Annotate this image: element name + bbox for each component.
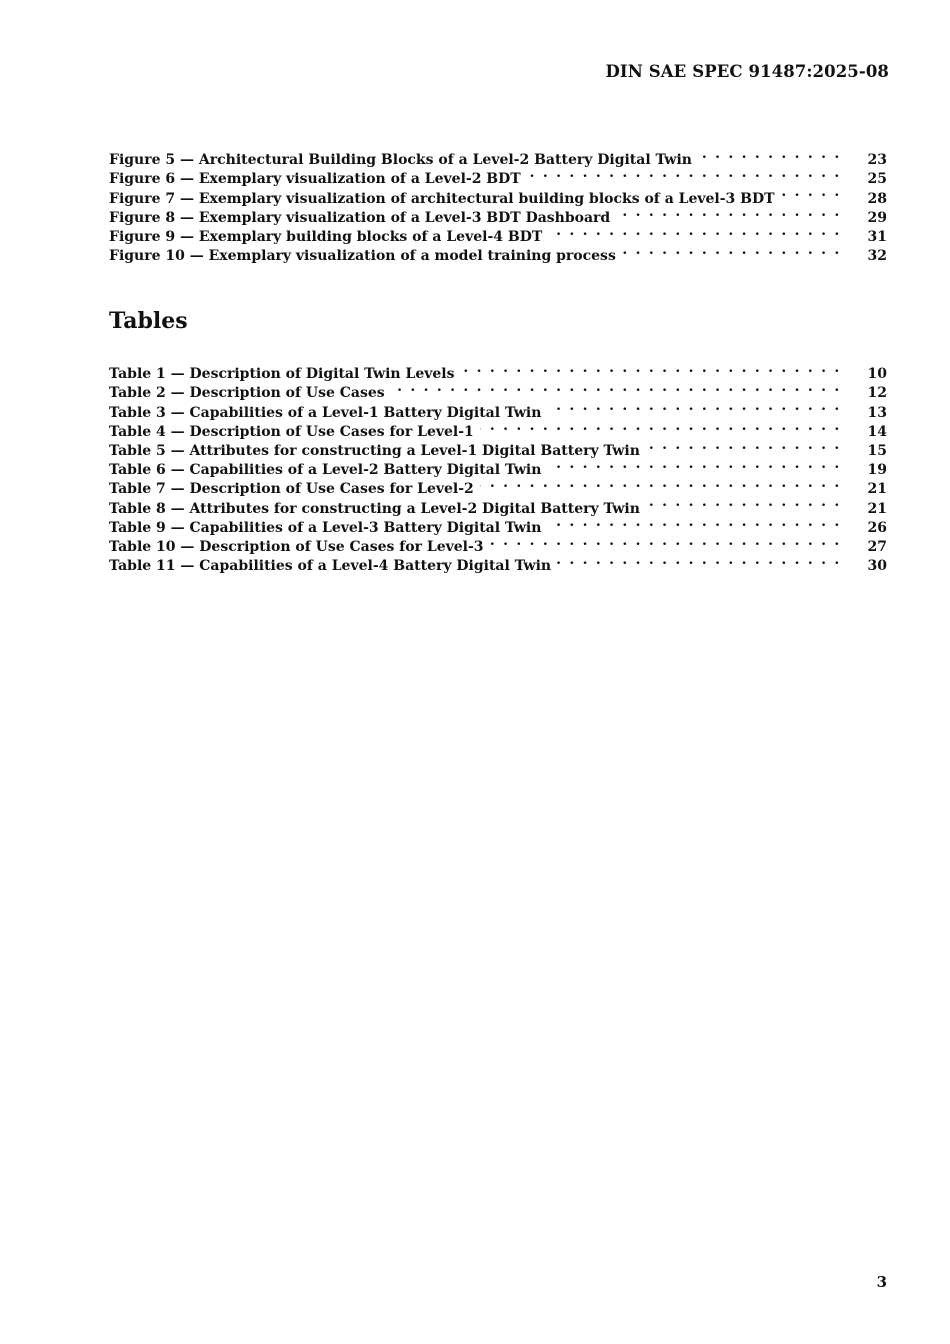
- toc-entry-label: Table 11 — Capabilities of a Level-4 Battery Digital Twin: [109, 558, 552, 575]
- toc-entry-page: 32: [867, 248, 887, 265]
- toc-entry-label: Table 5 — Attributes for constructing a Level-1 Digital Battery Twin: [109, 442, 640, 459]
- tables-section-heading: Tables: [109, 308, 188, 334]
- toc-entry-page: 10: [867, 366, 887, 383]
- toc-entry-page: 28: [867, 190, 887, 207]
- toc-entry-page: 27: [867, 538, 887, 555]
- toc-entry-table-1[interactable]: [109, 359, 887, 383]
- dot-leader: [490, 532, 841, 551]
- dot-leader: [547, 455, 841, 474]
- toc-entry-label: Table 8 — Attributes for constructing a Level-2 Digital Battery Twin: [109, 500, 640, 517]
- toc-entry-label: Figure 10 — Exemplary visualization of a model training process: [109, 248, 616, 265]
- toc-entry-page: 30: [867, 558, 887, 575]
- toc-entry-page: 23: [867, 152, 887, 169]
- toc-entry-label: Table 6 — Capabilities of a Level-2 Battery Digital Twin: [109, 462, 542, 479]
- dot-leader: [480, 474, 841, 493]
- toc-entry-label: Figure 8 — Exemplary visualization of a Level-3 BDT Dashboard: [109, 209, 611, 226]
- dot-leader: [547, 513, 841, 532]
- toc-entry-label: Figure 9 — Exemplary building blocks of a Level-4 BDT: [109, 228, 543, 245]
- dot-leader: [622, 241, 841, 260]
- toc-entry-label: Table 10 — Description of Use Cases for Level-3: [109, 538, 484, 555]
- toc-entry-label: Table 4 — Description of Use Cases for Level-1: [109, 423, 474, 440]
- toc-entry-page: 15: [867, 442, 887, 459]
- dot-leader: [548, 222, 841, 241]
- toc-entry-page: 19: [867, 462, 887, 479]
- dot-leader: [480, 417, 841, 436]
- list-of-tables: [109, 359, 887, 575]
- toc-entry-page: 12: [867, 385, 887, 402]
- toc-entry-label: Table 3 — Capabilities of a Level-1 Battery Digital Twin: [109, 404, 542, 421]
- toc-entry-page: 29: [867, 209, 887, 226]
- toc-entry-page: 14: [867, 423, 887, 440]
- dot-leader: [646, 436, 841, 455]
- toc-entry-label: Table 7 — Description of Use Cases for Level-2: [109, 481, 474, 498]
- toc-entry-page: 31: [867, 228, 887, 245]
- toc-entry-page: 21: [867, 500, 887, 517]
- dot-leader: [527, 164, 841, 183]
- dot-leader: [698, 145, 841, 164]
- dot-leader: [557, 551, 841, 570]
- dot-leader: [781, 183, 841, 202]
- toc-entry-label: Figure 5 — Architectural Building Blocks of a Level-2 Battery Digital Twin: [109, 152, 692, 169]
- toc-entry-label: Table 9 — Capabilities of a Level-3 Battery Digital Twin: [109, 519, 542, 536]
- toc-entry-label: Table 2 — Description of Use Cases: [109, 385, 385, 402]
- document-id-header: DIN SAE SPEC 91487:2025-08: [605, 62, 889, 81]
- list-of-figures: [109, 145, 887, 265]
- toc-entry-figure-5[interactable]: [109, 145, 887, 169]
- dot-leader: [646, 493, 841, 512]
- dot-leader: [547, 397, 841, 416]
- page-number: 3: [876, 1273, 887, 1291]
- dot-leader: [616, 203, 841, 222]
- toc-entry-label: Figure 6 — Exemplary visualization of a Level-2 BDT: [109, 171, 521, 188]
- dot-leader: [391, 378, 841, 397]
- toc-entry-page: 13: [867, 404, 887, 421]
- toc-entry-label: Table 1 — Description of Digital Twin Levels: [109, 366, 455, 383]
- toc-entry-page: 26: [867, 519, 887, 536]
- dot-leader: [460, 359, 841, 378]
- toc-entry-label: Figure 7 — Exemplary visualization of architectural building blocks of a Level-3 BDT: [109, 190, 775, 207]
- toc-entry-page: 25: [867, 171, 887, 188]
- toc-entry-page: 21: [867, 481, 887, 498]
